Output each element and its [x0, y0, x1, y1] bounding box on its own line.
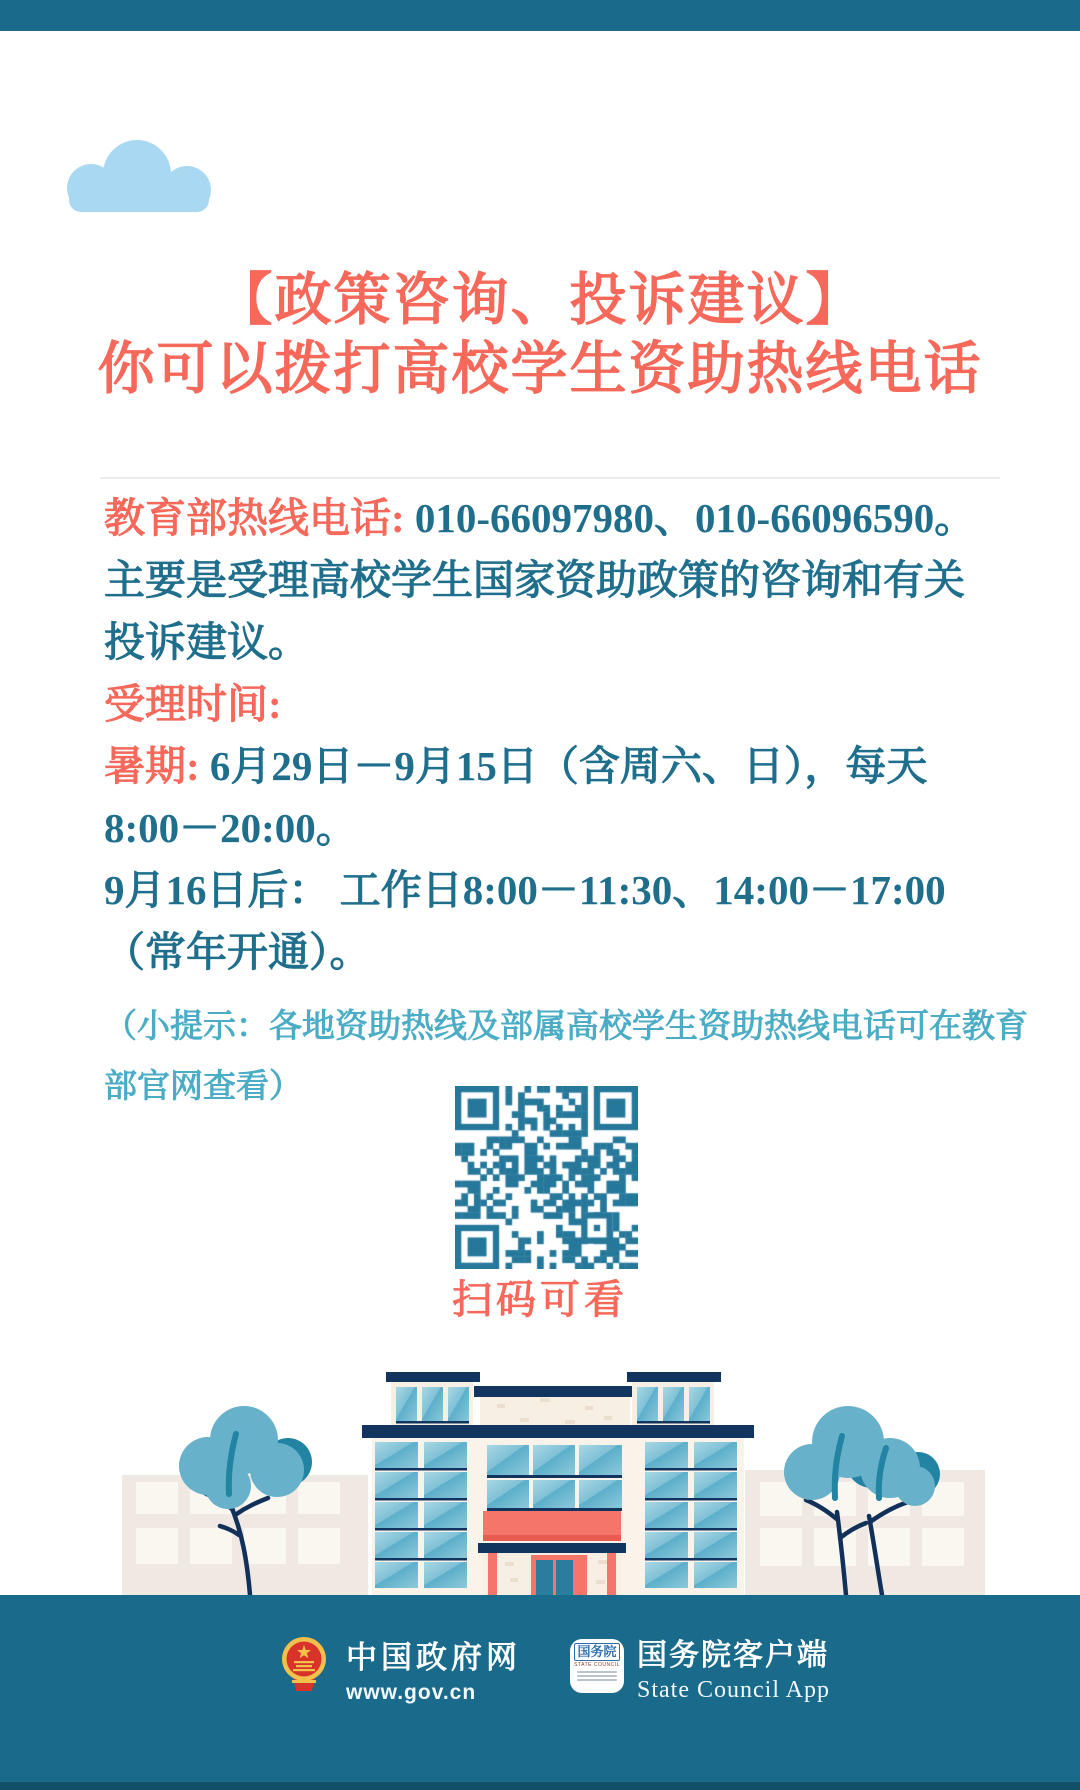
center-windows — [487, 1445, 622, 1511]
scope-line-1: 主要是受理高校学生国家资助政策的咨询和有关 — [104, 557, 965, 603]
qr-caption: 扫码可看 — [452, 1277, 628, 1322]
app-icon-building-lines — [577, 1671, 617, 1681]
tip-line-1: （小提示：各地资助热线及部属高校学生资助热线电话可在教育 — [104, 1009, 1028, 1045]
qr-code — [455, 1086, 638, 1269]
building-illustration — [0, 1370, 1080, 1595]
app-icon-sub-text: STATE COUNCIL — [574, 1662, 620, 1668]
summer-dates: 6月29日－9月15日（含周六、日），每天 — [199, 743, 928, 789]
divider-line — [100, 477, 1000, 479]
app-icon-cn-text: 国务院 — [574, 1643, 619, 1661]
hours-heading: 受理时间: — [104, 681, 282, 727]
hotline-label: 教育部热线电话: — [104, 495, 405, 541]
summer-label: 暑期: — [104, 743, 200, 789]
scope-line-2: 投诉建议。 — [104, 619, 309, 665]
background-building-right — [745, 1470, 985, 1595]
national-emblem-icon — [279, 1637, 329, 1693]
poster-title — [0, 266, 1080, 404]
title-line-1: 【政策咨询、投诉建议】 — [215, 268, 865, 332]
summer-hours-line — [104, 735, 1004, 797]
gov-site-name: 中国政府网 — [346, 1640, 521, 1675]
app-name: 国务院客户端 — [637, 1639, 829, 1672]
state-council-app-icon — [570, 1639, 624, 1693]
cloud-icon — [57, 140, 233, 212]
main-building — [362, 1372, 754, 1595]
hotline-line — [104, 487, 1004, 549]
hotline-numbers: 010-66097980、010-66096590。 — [404, 495, 976, 541]
title-line-2: 你可以拨打高校学生资助热线电话 — [97, 337, 983, 401]
tip-line-2: 部官网查看） — [104, 1069, 302, 1105]
top-teal-bar — [0, 0, 1080, 31]
entrance — [478, 1511, 626, 1595]
summer-times: 8:00－20:00。 — [104, 805, 357, 851]
body-text — [104, 487, 1028, 1117]
app-logo-text — [637, 1639, 830, 1704]
footer-bar — [0, 1595, 1080, 1790]
footer-bottom-edge — [0, 1782, 1080, 1790]
gov-logo-text — [346, 1641, 521, 1705]
year-round-line: （常年开通）。 — [104, 929, 371, 975]
gov-site-url: www.gov.cn — [346, 1681, 477, 1704]
app-subtitle: State Council App — [637, 1677, 830, 1703]
after-sept-line: 9月16日后： 工作日8:00－11:30、14:00－17:00 — [104, 867, 946, 913]
